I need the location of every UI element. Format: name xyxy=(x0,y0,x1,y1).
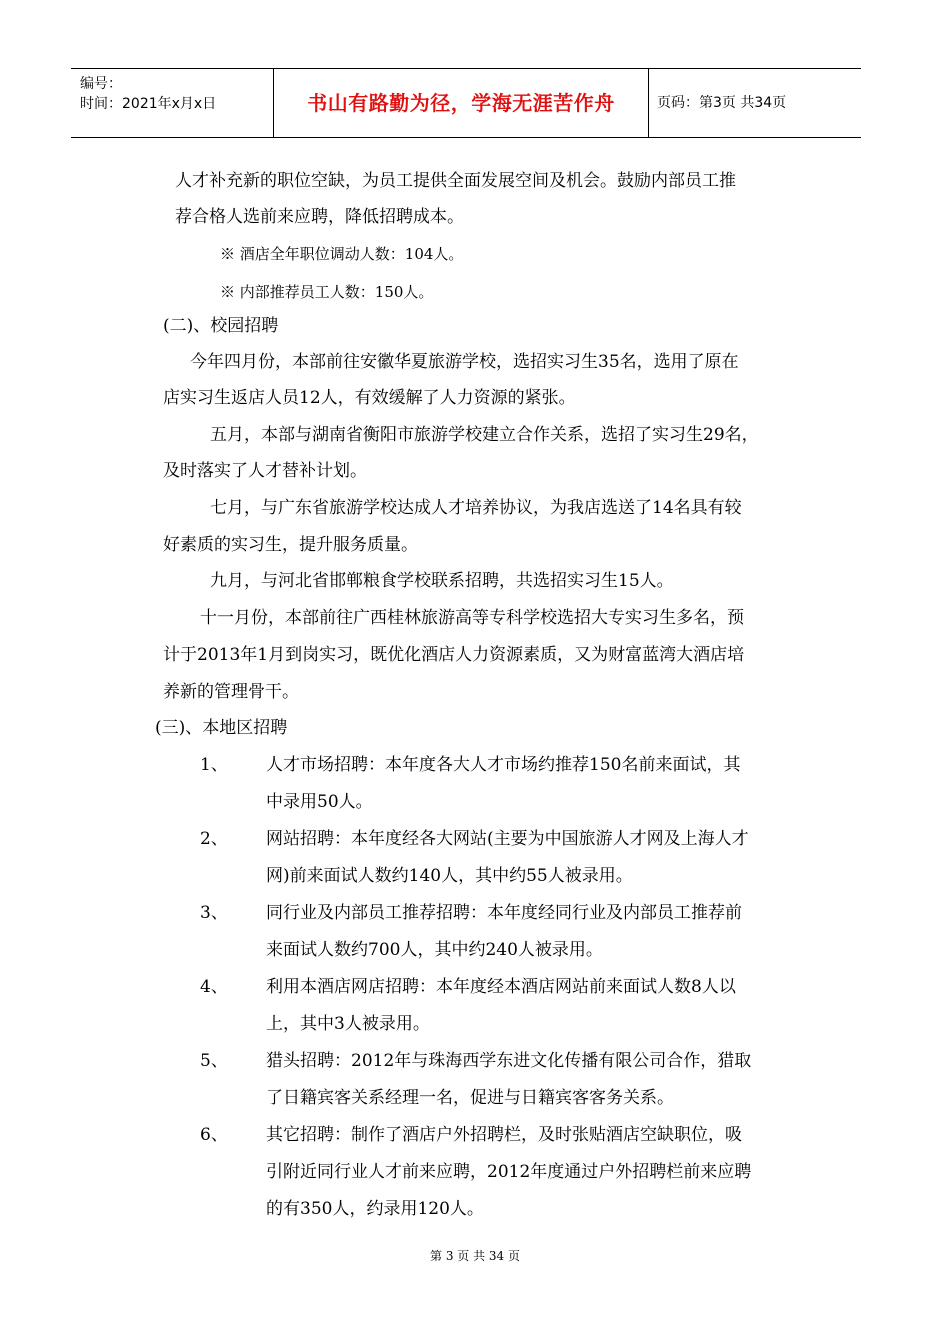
list-item-line: 利用本酒店网店招聘：本年度经本酒店网站前来面试人数8人以 xyxy=(266,977,736,997)
header-page-info: 页码：第3页 共34页 xyxy=(657,95,787,111)
list-number: 1、 xyxy=(200,755,228,775)
list-number: 6、 xyxy=(200,1125,228,1145)
list-item-line: 其它招聘：制作了酒店户外招聘栏，及时张贴酒店空缺职位，吸 xyxy=(266,1125,742,1145)
campus-line: 计于2013年1月到岗实习，既优化酒店人力资源素质，又为财富蓝湾大酒店培 xyxy=(163,645,745,665)
campus-line: 养新的管理骨干。 xyxy=(163,682,299,702)
header-meta-cell xyxy=(71,69,274,137)
campus-line: 九月，与河北省邯郸粮食学校联系招聘，共选招实习生15人。 xyxy=(210,571,674,591)
list-number: 5、 xyxy=(200,1051,228,1071)
campus-line: 店实习生返店人员12人，有效缓解了人力资源的紧张。 xyxy=(163,388,576,408)
number-label: 编号： xyxy=(80,76,122,92)
stat-line: ※ 酒店全年职位调动人数：104人。 xyxy=(220,245,464,263)
list-item-line: 引附近同行业人才前来应聘，2012年度通过户外招聘栏前来应聘 xyxy=(266,1162,752,1182)
campus-line: 及时落实了人才替补计划。 xyxy=(163,461,367,481)
list-item-line: 网站招聘：本年度经各大网站(主要为中国旅游人才网及上海人才 xyxy=(266,829,749,849)
intro-line: 荐合格人选前来应聘，降低招聘成本。 xyxy=(175,207,464,227)
campus-line: 好素质的实习生，提升服务质量。 xyxy=(163,535,418,555)
page-footer: 第 3 页 共 34 页 xyxy=(430,1249,520,1263)
campus-line: 十一月份，本部前往广西桂林旅游高等专科学校选招大专实习生多名，预 xyxy=(200,608,744,628)
list-number: 2、 xyxy=(200,829,228,849)
list-item-line: 猎头招聘：2012年与珠海西学东进文化传播有限公司合作，猎取 xyxy=(266,1051,752,1071)
list-number: 4、 xyxy=(200,977,228,997)
page-header xyxy=(71,68,861,138)
list-item-line: 中录用50人。 xyxy=(266,792,373,812)
list-item-line: 的有350人，约录用120人。 xyxy=(266,1199,484,1219)
list-item-line: 上，其中3人被录用。 xyxy=(266,1014,430,1034)
section-title: (二)、校园招聘 xyxy=(163,316,279,336)
list-number: 3、 xyxy=(200,903,228,923)
time-label: 时间：2021年x月x日 xyxy=(80,96,217,112)
campus-line: 七月，与广东省旅游学校达成人才培养协议，为我店选送了14名具有较 xyxy=(210,498,742,518)
list-item-line: 人才市场招聘：本年度各大人才市场约推荐150名前来面试，其 xyxy=(266,755,741,775)
campus-line: 今年四月份，本部前往安徽华夏旅游学校，选招实习生35名，选用了原在 xyxy=(190,352,739,372)
intro-line: 人才补充新的职位空缺，为员工提供全面发展空间及机会。鼓励内部员工推 xyxy=(175,171,736,191)
list-item-line: 了日籍宾客关系经理一名，促进与日籍宾客客务关系。 xyxy=(266,1088,674,1108)
list-item-line: 同行业及内部员工推荐招聘：本年度经同行业及内部员工推荐前 xyxy=(266,903,742,923)
list-item-line: 网)前来面试人数约140人，其中约55人被录用。 xyxy=(266,866,633,886)
campus-line: 五月，本部与湖南省衡阳市旅游学校建立合作关系，选招了实习生29名， xyxy=(210,425,759,445)
header-motto: 书山有路勤为径，学海无涯苦作舟 xyxy=(274,69,649,137)
section-title: (三)、本地区招聘 xyxy=(155,718,288,738)
stat-line: ※ 内部推荐员工人数：150人。 xyxy=(220,283,434,301)
list-item-line: 来面试人数约700人，其中约240人被录用。 xyxy=(266,940,603,960)
